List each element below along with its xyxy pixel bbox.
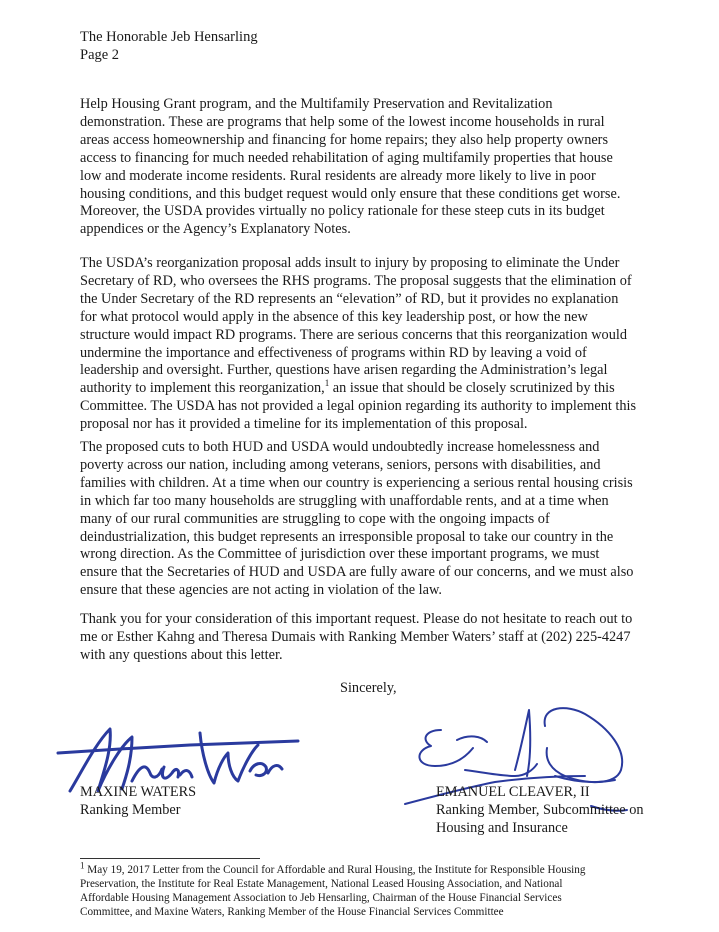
page-number: Page 2 — [80, 47, 120, 63]
text-line: the Under Secretary of the RD represents an “elevation” of RD, but it provides no explanation — [80, 290, 619, 307]
paragraph-2 — [80, 255, 660, 434]
text-line: demonstration. These are programs that help some of the lowest income households in rural — [80, 113, 605, 130]
text-line: The USDA’s reorganization proposal adds insult to injury by proposing to eliminate the Under — [80, 255, 620, 271]
paragraph-2-footnote-line — [80, 380, 660, 398]
footnote-line-1 — [80, 860, 640, 878]
paragraph-3 — [80, 439, 660, 600]
text-line: ensure that the Secretaries of HUD and USDA are fully aware of our concerns, and we must also — [80, 564, 634, 581]
text-line: low and moderate income residents. Rural residents are already more likely to live in poor — [80, 167, 596, 184]
text-line: access to financing for much needed rehabilitation of aging multifamily properties that house — [80, 149, 613, 166]
signatory-title-line1: Ranking Member, Subcommittee on — [436, 802, 644, 818]
footnote — [80, 860, 640, 920]
text-line: Help Housing Grant program, and the Multifamily Preservation and Revitalization — [80, 96, 553, 112]
text-line: Secretary of RD, who oversees the RHS programs. The proposal suggests that the elimination of — [80, 272, 632, 289]
text-line: me or Esther Kahng and Theresa Dumais with Ranking Member Waters’ staff at (202) 225-4247 — [80, 628, 631, 645]
text-line: proposal nor has it provided a timeline for its implementation of this proposal. — [80, 416, 528, 433]
footnote-line-2: Preservation, the Institute for Real Estate Management, National Leased Housing Association, and National — [80, 877, 563, 890]
text-line: Thank you for your consideration of this important request. Please do not hesitate to reach out to — [80, 611, 633, 627]
addressee-line: The Honorable Jeb Hensarling — [80, 29, 258, 45]
paragraph-1 — [80, 96, 660, 239]
fn-line-before: authority to implement this reorganization, — [80, 380, 325, 397]
fn-line-after: an issue that should be closely scrutinized by this — [329, 380, 615, 397]
text-line: areas access homeownership and financing for home repairs; they also help property owners — [80, 131, 609, 148]
text-line: many of our rural communities are struggling to cope with the ongoing impacts of — [80, 510, 550, 527]
signatory-name: EMANUEL CLEAVER, II — [436, 784, 590, 800]
footnote-divider — [80, 858, 260, 859]
text-line: appendices or the Agency’s Explanatory Notes. — [80, 221, 351, 238]
signature-block-waters — [80, 783, 196, 819]
text-line: poverty across our nation, including among veterans, seniors, persons with disabilities, and — [80, 456, 601, 473]
text-line: housing conditions, and this budget request would only ensure that these conditions get worse. — [80, 185, 621, 202]
footnote-line-4: Committee, and Maxine Waters, Ranking Member of the House Financial Services Committee — [80, 905, 504, 918]
text-line: families with children. At a time when our country is experiencing a serious rental housing crisis — [80, 474, 633, 491]
text-line: Committee. The USDA has not provided a legal opinion regarding its authority to implement this — [80, 398, 637, 415]
paragraph-homelessness — [80, 439, 660, 600]
signatory-title: Ranking Member — [80, 802, 181, 818]
text-line: undermine the importance and effectiveness of programs within RD by leaving a void of — [80, 344, 587, 361]
text-line: structure would impact RD programs. There are serious concerns that this reorganization would — [80, 326, 627, 343]
footnote-line-3: Affordable Housing Management Association to Jeb Hensarling, Chairman of the House Financial Services — [80, 891, 562, 904]
paragraph-budget-cuts — [80, 96, 660, 239]
paragraph-reorganization — [80, 255, 660, 434]
signatory-title-line2: Housing and Insurance — [436, 820, 568, 836]
footnote-marker: 1 — [80, 860, 85, 871]
text-line: ensure that these agencies are not acting in violation of the law. — [80, 582, 442, 599]
text-line: wrong direction. As the Committee of jurisdiction over these important programs, we must — [80, 546, 600, 563]
text-line: for what protocol would apply in the absence of this key leadership post, or how the new — [80, 308, 588, 325]
text-line: deindustrialization, this budget represents an irresponsible proposal to take our country in the — [80, 528, 614, 545]
text-line: The proposed cuts to both HUD and USDA would undoubtedly increase homelessness and — [80, 439, 600, 455]
text-line: Moreover, the USDA provides virtually no policy rationale for these steep cuts in its budget — [80, 203, 605, 220]
closing-salutation: Sincerely, — [340, 680, 397, 696]
text-line: with any questions about this letter. — [80, 646, 283, 663]
text-line: in which far too many households are struggling with unaffordable rents, and at a time when — [80, 492, 609, 509]
paragraph-4 — [80, 611, 660, 665]
footnote-reference: 1 — [324, 378, 330, 389]
footnote-text: May 19, 2017 Letter from the Council for Affordable and Rural Housing, the Institute for Responsible Housing — [84, 864, 586, 876]
page-header — [80, 28, 258, 64]
text-line: leadership and oversight. Further, questions have arisen regarding the Administration’s legal — [80, 362, 608, 379]
signatory-name: MAXINE WATERS — [80, 784, 197, 800]
paragraph-thank-you — [80, 611, 660, 665]
signature-block-cleaver — [436, 783, 644, 837]
